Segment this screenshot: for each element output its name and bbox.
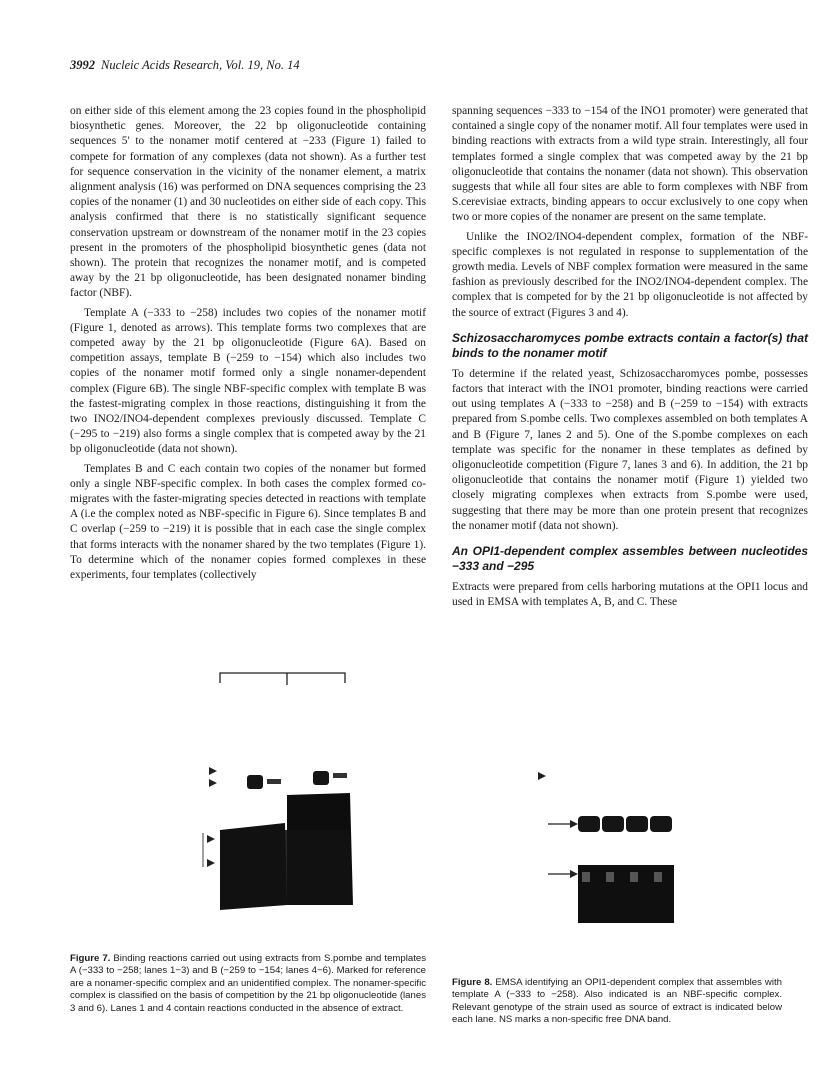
section-heading: Schizosaccharomyces pombe extracts contain a factor(s) that binds to the nonamer motif bbox=[452, 330, 808, 360]
paragraph: Template A (−333 to −258) includes two copies of the nonamer motif (Figure 1, denoted as arrows). This template forms two complexes that are competed away by the 21 bp oligonucleotide (Figure 6A). Based on competition assays, template B (−259 to −154) which also includes two copies of the nonamer motif formed only a single nonamer-dependent complex (Figure 6B). The single NBF-specific complex with template B was the fastest-migrating complex in those reactions, distinguishing it from the two INO2/INO4-dependent complexes previously discussed. Template C (−295 to −219) also forms a single complex that is competed away by the 21 bp oligonucleotide (data not shown). bbox=[70, 306, 426, 456]
figure-7-gel bbox=[165, 655, 395, 920]
paragraph: Unlike the INO2/INO4-dependent complex, formation of the NBF-specific complexes is not regulated in response to supplementation of the growth media. Levels of NBF complex formation were measured in the same fashion as previously described for the INO2/INO4-dependent complex. The complex that is competed for by the 21 bp oligonucleotide is not affected by the source of extract (Figures 3 and 4). bbox=[452, 230, 808, 319]
caption-label: Figure 7. bbox=[70, 953, 111, 964]
left-column bbox=[70, 104, 426, 587]
section-heading: An OPI1-dependent complex assembles between nucleotides −333 and −295 bbox=[452, 544, 808, 574]
right-column bbox=[452, 104, 808, 614]
caption-text: EMSA identifying an OPI1-dependent complex that assembles with template A (−333 to −258). Also indicated is an NBF-specific complex. Relevant genotype of the strain used as source of extract is indicated below each lane. NS marks a non-specific free DNA band. bbox=[452, 977, 782, 1026]
paragraph: spanning sequences −333 to −154 of the INO1 promoter) were generated that contained a single copy of the nonamer motif. All four templates were used in binding reactions with extracts from a wild type strain. Interestingly, all four templates formed a single complex that was competed away by the 21 bp oligonucleotide that contains the nonamer (data not shown). This observation suggests that while all four sites are able to form complexes with NBF from S.cerevisiae extracts, binding appears to occur exclusively to one copy when two or more copies of the nonamer are present on the same template. bbox=[452, 105, 808, 224]
figure-7-caption bbox=[70, 953, 426, 1015]
paragraph: To determine if the related yeast, Schizosaccharomyces pombe, possesses factors that interact with the INO1 promoter, binding reactions were carried out using templates A (−333 to −258) and B (−259 to −154) with extracts prepared from S.pombe cells. Two complexes assembled on both templates A and B (Figure 7, lanes 2 and 5). One of the S.pombe complexes on each template was specific for the nonamer in these templates as defined by oligonucleotide competition (Figure 7, lanes 3 and 6). In addition, the 21 bp oligonucleotide that contains the nonamer motif (Figure 1) yielded two closely migrating complexes when extracts from S.pombe were used, suggesting that there may be more than one protein present that recognizes the nonamer motif (data not shown). bbox=[452, 367, 808, 532]
running-header bbox=[70, 58, 300, 73]
gel-image-8 bbox=[530, 760, 705, 925]
paragraph: on either side of this element among the 23 copies found in the phospholipid biosynthetic genes. Moreover, the 22 bp oligonucleotide containing sequences 5′ to the nonamer motif centered at −233 (Figure 1) failed to compete for formation of any complexes (data not shown). As a further test for sequence conservation in the vicinity of the nonamer element, a matrix alignment analysis (16) was performed on DNA sequences comprising the 23 copies of the nonamer (1) and 30 nucleotides on either side of each copy. This analysis confirmed that there is no statistically significant sequence conservation upstream or downstream of the nonamer motif in the 23 copies present in the promoters of the phospholipid biosynthetic genes (data not shown). The protein that recognizes the nonamer motif, and is competed away by the 21 bp oligonucleotide, has been designated nonamer binding factor (NBF). bbox=[70, 105, 426, 300]
caption-label: Figure 8. bbox=[452, 977, 493, 988]
journal-citation: Nucleic Acids Research, Vol. 19, No. 14 bbox=[101, 58, 300, 72]
paragraph: Extracts were prepared from cells harboring mutations at the OPI1 locus and used in EMSA with templates A, B, and C. These bbox=[452, 581, 808, 609]
figure-8-gel bbox=[530, 760, 705, 925]
gel-image-7 bbox=[165, 655, 395, 920]
paragraph: Templates B and C each contain two copies of the nonamer but formed only a single NBF-specific complex. In both cases the complex formed co-migrates with the faster-migrating species detected in reactions with template A (i.e the complex noted as NBF-specific in Figure 6). Since templates B and C overlap (−259 to −219) it is possible that in each case the single complex that forms interacts with the nonamer shared by the two templates (Figure 1). To determine which of the nonamer copies formed complexes in these experiments, four templates (collectively bbox=[70, 462, 426, 582]
caption-text: Binding reactions carried out using extracts from S.pombe and templates A (−333 to −258; lanes 1−3) and B (−259 to −154; lanes 4−6). Marked for reference are a nonamer-specific complex and an unidentified complex. The nonamer-specific complex is classified on the basis of competition by the 21 bp oligonucleotide (lanes 3 and 6). Lanes 1 and 4 contain reactions conducted in the absence of extract. bbox=[70, 953, 427, 1014]
page-number: 3992 bbox=[70, 58, 95, 72]
figure-8-caption bbox=[452, 977, 782, 1027]
